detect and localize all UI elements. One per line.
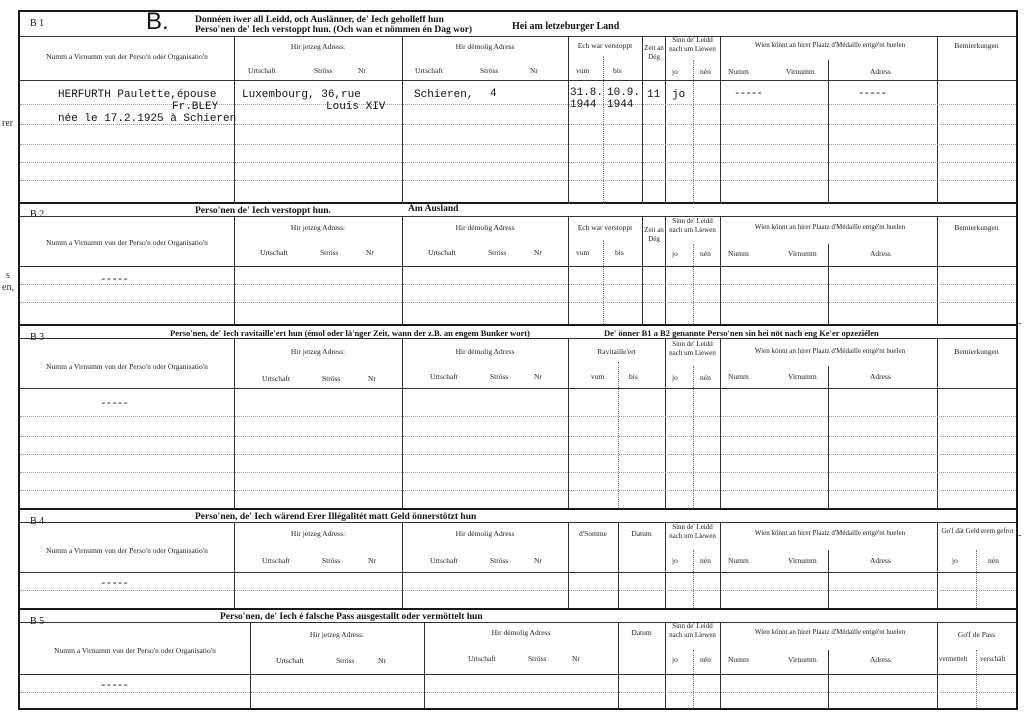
sub-header-city: Urtschaft — [468, 654, 496, 663]
sub-header-firstname: Virnumm — [788, 372, 817, 381]
sub-header-arranged: vermettelt — [939, 655, 968, 663]
empty-entry-dash: ----- — [100, 680, 129, 692]
sub-header-no: nén — [700, 655, 711, 664]
sub-header-provided: verschäft — [980, 655, 1006, 663]
sub-header-from: vum — [576, 66, 590, 75]
sub-header-yes: jo — [672, 655, 678, 664]
sub-header-city: Urtschaft — [262, 374, 290, 383]
col-header-old-address: Hir démolig Adress — [455, 529, 515, 538]
sub-header-nr: Nr — [378, 656, 386, 665]
sub-header-nr: Nr — [358, 66, 366, 75]
sub-header-no: nén — [700, 67, 711, 76]
section-title-right: Hei am letzeburger Land — [512, 21, 620, 32]
section-title: Perso'nen, de' Iech ravitaille'ert hun (émol oder lä'nger Zeit, wann der z.B. an engem Bunker wort) — [170, 328, 530, 338]
sub-header-yes: jo — [952, 556, 958, 565]
entry-to: 10.9. — [607, 87, 641, 99]
section-title: Perso'nen de' Iech verstoppt hun. (Och wan et nömmen én Dag wor) — [195, 25, 473, 35]
col-header-name: Numm a Virnumm vun der Perso'n oder Organisatio'n — [54, 646, 216, 655]
col-header-alive: Sinn de' Leidd nach um Liewen — [669, 622, 716, 639]
entry-old-address: Schieren, — [414, 89, 474, 101]
sub-header-city: Urtschaft — [248, 66, 276, 75]
section-title: Donnéen iwer all Leidd, och Auslänner, de' Iech geholleff hun — [195, 15, 444, 25]
section-title: Perso'nen, de' Iech é falsche Pass ausgestallt oder vermöttelt hun — [220, 612, 483, 622]
col-header-alive: Sinn de' Leidd nach um Liewen — [669, 217, 716, 234]
sub-header-nr: Nr — [572, 654, 580, 663]
sub-header-address: Adress — [870, 655, 891, 664]
col-header-old-address: Hir démolig Adress — [455, 42, 515, 51]
sub-header-firstname: Virnumm — [788, 249, 817, 258]
col-header-remarks: Bemierkungen — [954, 347, 999, 356]
margin-text: - — [1018, 318, 1022, 329]
entry-current-address: Luxembourg, 36,rue — [242, 89, 361, 101]
entry-name: Fr.BLEY — [172, 101, 219, 113]
margin-text: en, — [2, 282, 14, 293]
sub-header-address: Adress — [870, 249, 891, 258]
sub-header-nr: Nr — [534, 248, 542, 257]
sub-header-address: Adress — [870, 556, 891, 565]
sub-header-yes: jo — [672, 373, 678, 382]
section-b2 — [18, 204, 1018, 326]
section-id: B 2 — [30, 209, 45, 220]
col-header-alive: Sinn de' Leidd nach um Liewen — [669, 36, 716, 53]
col-header-name: Numm a Virnumm vun der Perso'n oder Organisatio'n — [46, 546, 208, 555]
col-header-pass: Go'f de Pass — [957, 630, 996, 639]
section-id: B 4 — [30, 516, 45, 527]
sub-header-address: Adress — [870, 372, 891, 381]
col-header-name: Numm a Virnumm vun der Perso'n oder Organisatio'n — [46, 52, 208, 61]
entry-days: 11 — [647, 89, 661, 101]
section-id: B 1 — [30, 18, 45, 29]
section-id: B 3 — [30, 332, 45, 343]
sub-header-name: Numm — [728, 372, 749, 381]
sub-header-city: Urtschaft — [430, 372, 458, 381]
sub-header-street: Ströss — [320, 248, 339, 257]
empty-entry-dash: ----- — [100, 398, 129, 410]
entry-birth: née le 17.2.1925 à Schieren — [58, 113, 237, 125]
col-header-supplied: Ravitaille'ert — [597, 347, 636, 356]
sub-header-no: nén — [988, 556, 999, 565]
margin-text: s — [6, 270, 10, 281]
sub-header-street: Ströss — [488, 248, 507, 257]
col-header-date: Datum — [631, 628, 652, 637]
entry-from-year: 1944 — [570, 99, 597, 111]
col-header-medal: Wien könnt an hirer Plaatz d'Médaille entgé'nt huelen — [754, 529, 906, 537]
entry-medal-name: ----- — [734, 88, 763, 100]
sub-header-street: Ströss — [336, 656, 355, 665]
sub-header-address: Adress — [870, 67, 891, 76]
sub-header-city: Urtschaft — [260, 248, 288, 257]
sub-header-name: Numm — [728, 655, 749, 664]
col-header-medal: Wien könnt an hirer Plaatz d'Médaille entgé'nt huelen — [754, 41, 906, 49]
col-header-sum: d'Somme — [578, 529, 608, 538]
sub-header-street: Ströss — [490, 556, 509, 565]
sub-header-street: Ströss — [322, 374, 341, 383]
col-header-current-address: Hir jetzeg Adress: — [290, 42, 346, 51]
col-header-remarks: Bemierkungen — [954, 223, 999, 232]
col-header-alive: Sinn de' Leidd nach um Liewen — [669, 340, 716, 357]
col-header-date: Datum — [631, 529, 652, 538]
col-header-medal: Wien könnt an hirer Plaatz d'Médaille entgé'nt huelen — [754, 223, 906, 231]
section-b5 — [18, 610, 1018, 710]
sub-header-city: Urtschaft — [276, 656, 304, 665]
sub-header-street: Ströss — [490, 372, 509, 381]
sub-header-street: Ströss — [314, 66, 333, 75]
section-b4 — [18, 510, 1018, 610]
sub-header-firstname: Virnumm — [786, 67, 815, 76]
entry-medal-address: ----- — [858, 88, 887, 100]
col-header-old-address: Hir démolig Adress — [455, 223, 515, 232]
section-title-right: Am Ausland — [408, 204, 459, 214]
sub-header-name: Numm — [728, 67, 749, 76]
col-header-hidden: Ech war verstoppt — [577, 41, 633, 50]
sub-header-to: bis — [629, 372, 638, 381]
sub-header-city: Urtschaft — [415, 66, 443, 75]
sub-header-name: Numm — [728, 556, 749, 565]
col-header-days: Zeit an Dég — [644, 44, 664, 61]
col-header-name: Numm a Virnumm vun der Perso'n oder Organisatio'n — [46, 362, 208, 371]
col-header-current-address: Hir jetzeg Adress: — [309, 630, 365, 639]
sub-header-from: vum — [591, 372, 605, 381]
section-title: Perso'nen, de' Iech wärend Erer Illégalitét matt Geld önnerstötzt hun — [195, 512, 477, 522]
col-header-medal: Wien könnt an hirer Plaatz d'Médaille entgé'nt huelen — [754, 628, 906, 636]
col-header-remarks: Bemierkungen — [954, 41, 999, 50]
sub-header-yes: jo — [672, 556, 678, 565]
col-header-old-address: Hir démolig Adress — [455, 347, 515, 356]
sub-header-city: Urtschaft — [430, 556, 458, 565]
sub-header-nr: Nr — [534, 372, 542, 381]
sub-header-nr: Nr — [530, 66, 538, 75]
sub-header-to: bis — [615, 248, 624, 257]
col-header-current-address: Hir jetzeg Adress: — [290, 529, 346, 538]
sub-header-nr: Nr — [366, 248, 374, 257]
sub-header-nr: Nr — [368, 556, 376, 565]
sub-header-yes: jo — [672, 67, 678, 76]
section-title-right: De' önner B1 a B2 genannte Perso'nen sin hei nöt nach eng Ke'er opzeziélen — [604, 328, 879, 338]
col-header-days: Zeit an Dég — [644, 226, 664, 243]
sub-header-yes: jo — [672, 249, 678, 258]
col-header-current-address: Hir jetzeg Adress: — [290, 223, 346, 232]
col-header-current-address: Hir jetzeg Adress: — [290, 347, 346, 356]
section-id: B 5 — [30, 616, 45, 627]
col-header-medal: Wien könnt an hirer Plaatz d'Médaille entgé'nt huelen — [754, 347, 906, 355]
sub-header-street: Ströss — [528, 654, 547, 663]
sub-header-name: Numm — [728, 249, 749, 258]
margin-text: rer — [2, 118, 14, 129]
empty-entry-dash: ----- — [100, 578, 129, 590]
entry-to-year: 1944 — [607, 99, 634, 111]
sub-header-firstname: Virnumm — [788, 655, 817, 664]
form-letter: B. — [146, 8, 169, 35]
col-header-name: Numm a Virnumm vun der Perso'n oder Organisatio'n — [46, 238, 208, 247]
margin-text: - — [1018, 530, 1022, 541]
entry-alive: jo — [672, 89, 686, 101]
col-header-hidden: Ech war verstoppt — [577, 223, 633, 232]
sub-header-nr: Nr — [534, 556, 542, 565]
sub-header-from: vum — [576, 248, 590, 257]
sub-header-firstname: Virnumm — [788, 556, 817, 565]
empty-entry-dash: ----- — [100, 274, 129, 286]
sub-header-no: nén — [700, 249, 711, 258]
section-b3 — [18, 326, 1018, 510]
sub-header-nr: Nr — [368, 374, 376, 383]
entry-name: HERFURTH Paulette,épouse — [58, 89, 217, 101]
sub-header-street: Ströss — [480, 66, 499, 75]
sub-header-to: bis — [613, 66, 622, 75]
section-title: Perso'nen de' Iech verstoppt hun. — [195, 206, 331, 216]
col-header-old-address: Hir démolig Adress — [491, 628, 551, 637]
sub-header-city: Urtschaft — [428, 248, 456, 257]
col-header-money-returned: Go'f dät Geld erem gefrot — [941, 527, 1014, 535]
section-b1 — [18, 10, 1018, 204]
entry-current-address: Louis XIV — [326, 101, 386, 113]
col-header-alive: Sinn de' Leidd nach um Liewen — [669, 523, 716, 540]
sub-header-no: nén — [700, 556, 711, 565]
entry-from: 31.8. — [570, 87, 604, 99]
entry-old-address-nr: 4 — [490, 88, 497, 100]
sub-header-no: nén — [700, 373, 711, 382]
sub-header-city: Urtschaft — [262, 556, 290, 565]
sub-header-street: Ströss — [322, 556, 341, 565]
